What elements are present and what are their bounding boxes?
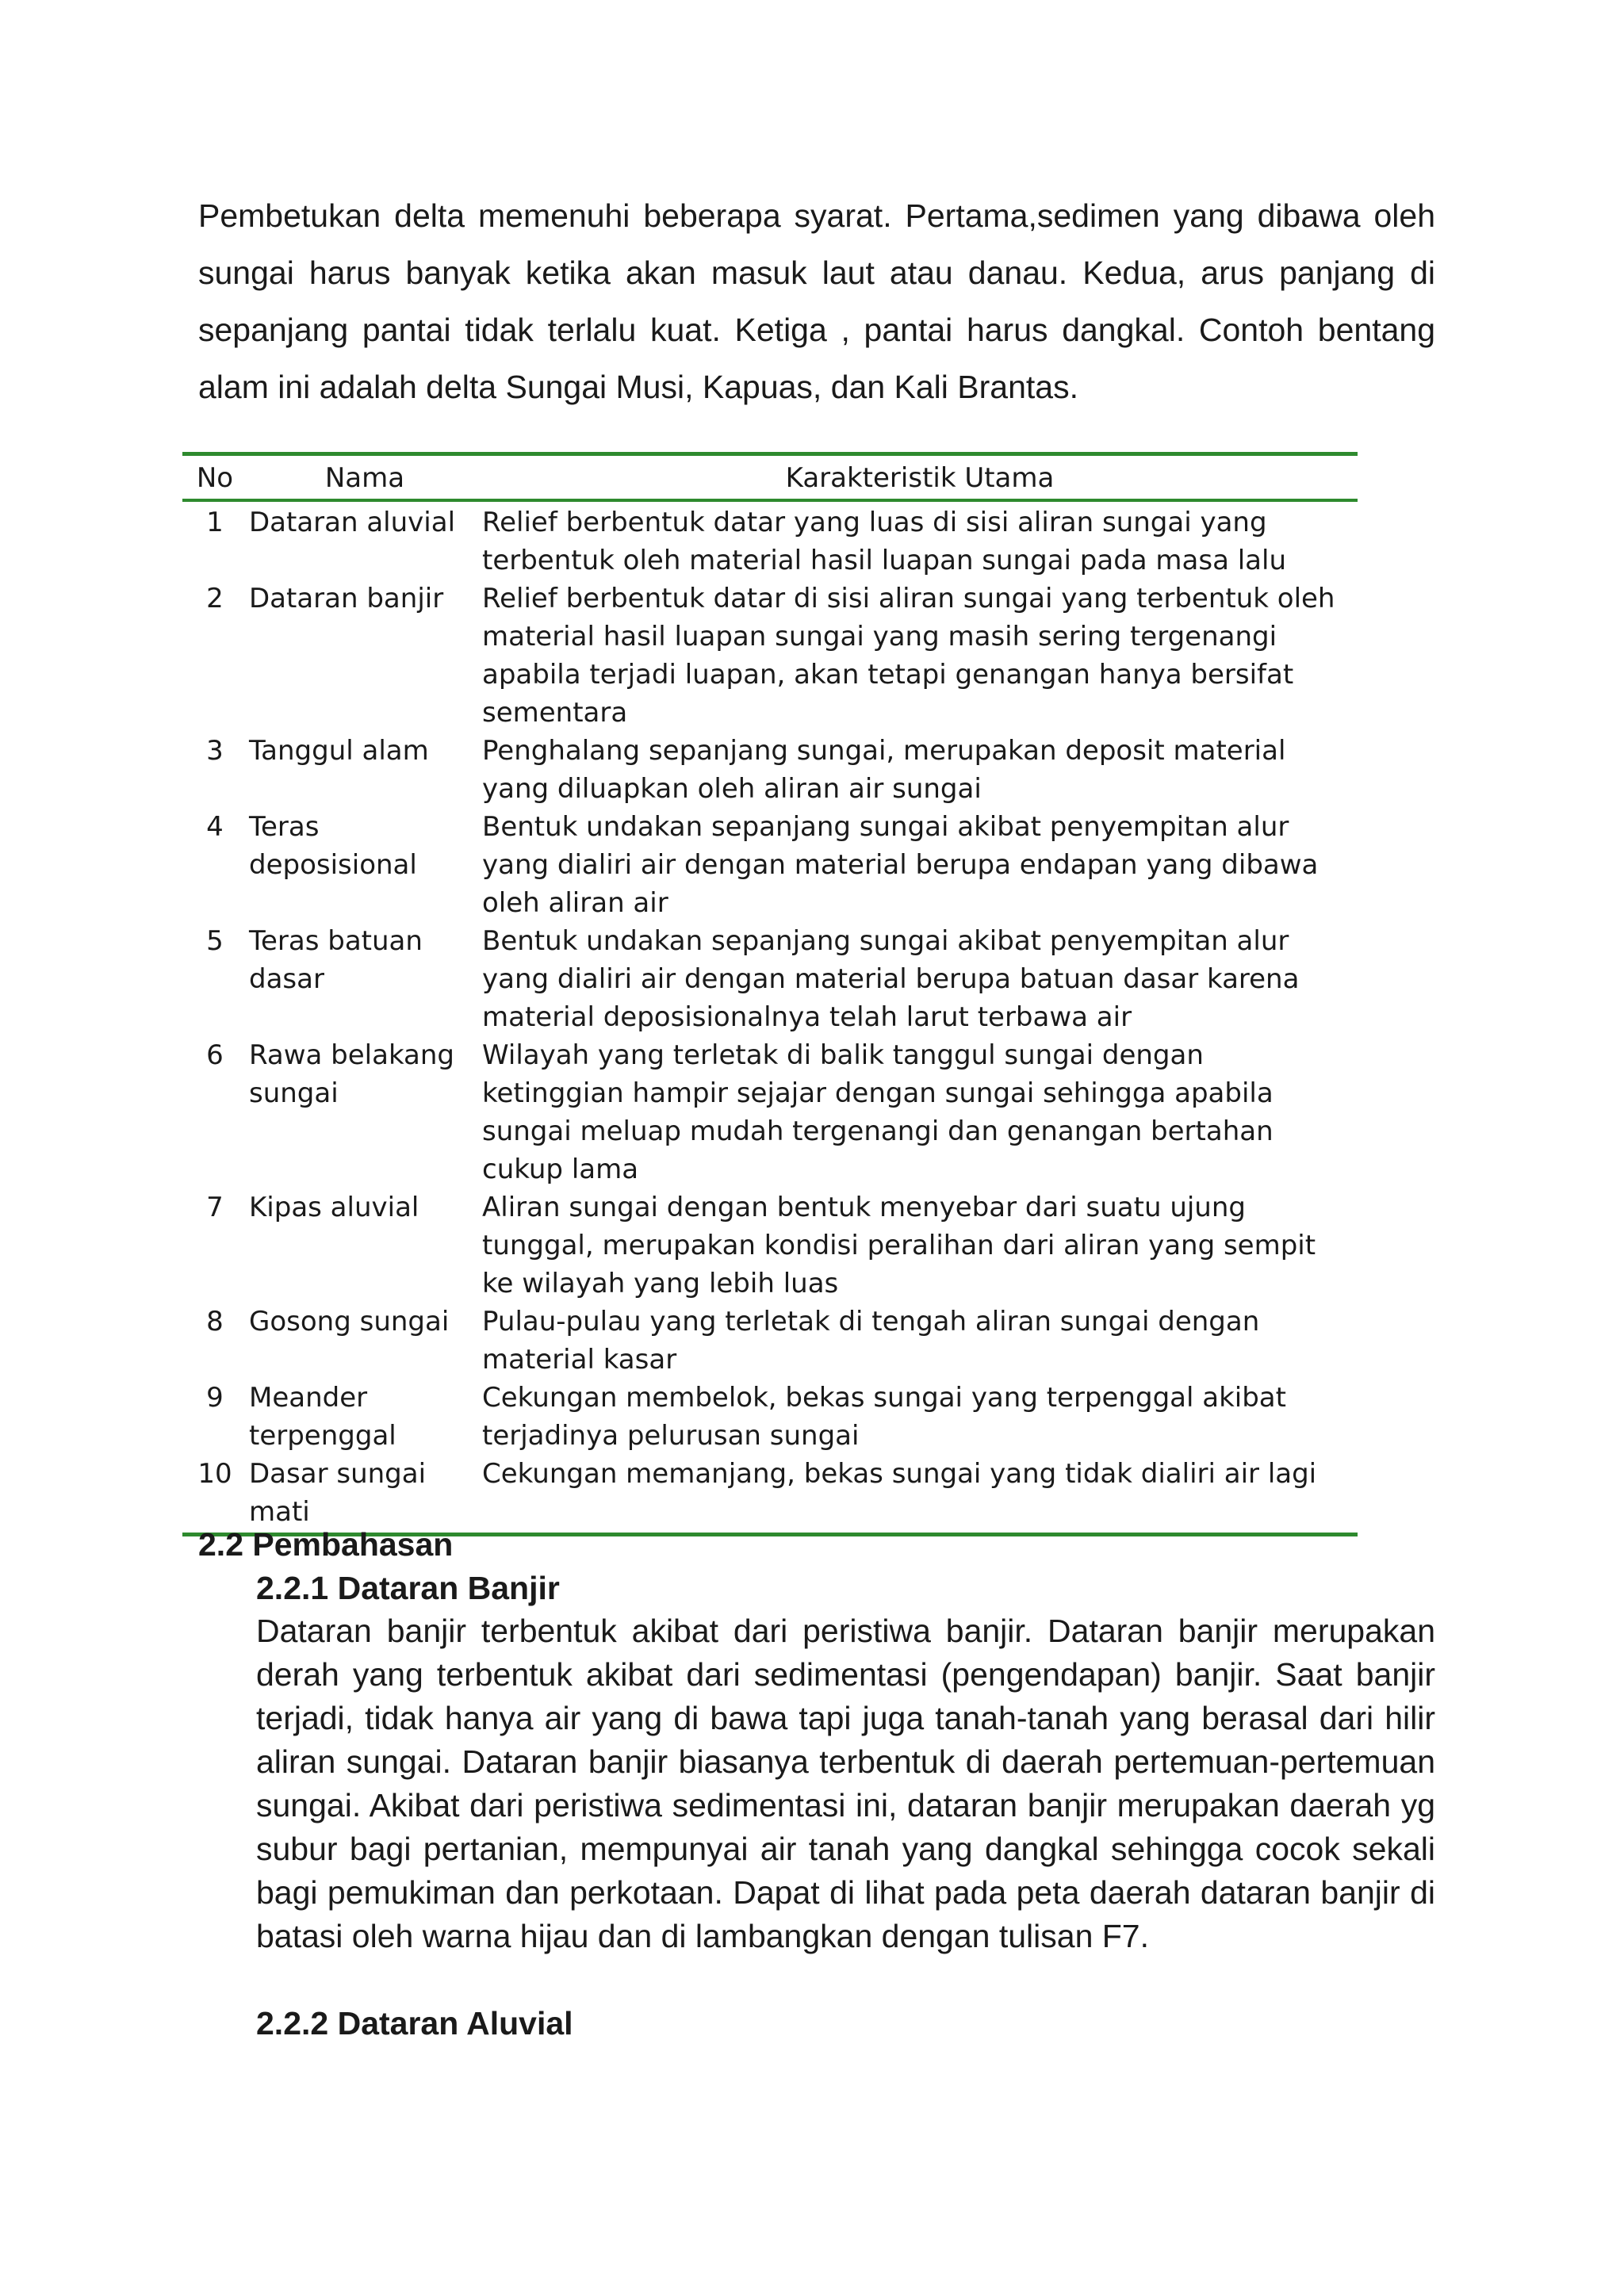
row-no: 8 bbox=[206, 1306, 224, 1337]
row-nama: Gosong sungai bbox=[249, 1306, 450, 1337]
row-no: 7 bbox=[206, 1192, 224, 1223]
section-heading: 2.2 Pembahasan bbox=[198, 1526, 454, 1563]
row-nama: Kipas aluvial bbox=[249, 1192, 419, 1223]
row-nama: Meander terpenggal bbox=[249, 1382, 396, 1452]
row-no: 9 bbox=[206, 1382, 224, 1414]
header-no: No bbox=[196, 462, 234, 494]
row-karakteristik: Aliran sungai dengan bentuk menyebar dari suatu ujung tunggal, merupakan kondisi peralihan dari aliran yang sempit ke wilayah yang lebih luas bbox=[482, 1192, 1316, 1299]
row-karakteristik: Bentuk undakan sepanjang sungai akibat penyempitan alur yang dialiri air dengan material berupa batuan dasar karena material deposisionalnya telah larut terbawa air bbox=[482, 925, 1300, 1033]
subsection-heading-dataran-banjir: 2.2.1 Dataran Banjir bbox=[256, 1570, 560, 1606]
row-no: 4 bbox=[206, 811, 224, 843]
row-nama: Dataran aluvial bbox=[249, 507, 456, 538]
row-no: 2 bbox=[206, 583, 224, 614]
row-karakteristik: Relief berbentuk datar di sisi aliran sungai yang terbentuk oleh material hasil luapan sungai yang masih sering tergenangi apabila terjadi luapan, akan tetapi genangan hanya bersifat sementara bbox=[482, 583, 1335, 729]
header-karakteristik: Karakteristik Utama bbox=[785, 462, 1055, 494]
row-nama: Teras deposisional bbox=[249, 811, 417, 881]
row-karakteristik: Relief berbentuk datar yang luas di sisi aliran sungai yang terbentuk oleh material hasil luapan sungai pada masa lalu bbox=[482, 507, 1287, 576]
landform-table bbox=[182, 452, 1358, 1536]
table-row bbox=[182, 1379, 1358, 1455]
row-karakteristik: Bentuk undakan sepanjang sungai akibat penyempitan alur yang dialiri air dengan material berupa endapan yang dibawa oleh aliran air bbox=[482, 811, 1319, 919]
table-row bbox=[182, 1455, 1358, 1533]
table-row bbox=[182, 1303, 1358, 1379]
row-no: 1 bbox=[206, 507, 224, 538]
table-row bbox=[182, 1188, 1358, 1303]
row-nama: Tanggul alam bbox=[249, 735, 429, 767]
row-karakteristik: Cekungan memanjang, bekas sungai yang tidak dialiri air lagi bbox=[482, 1458, 1317, 1490]
row-nama: Dataran banjir bbox=[249, 583, 444, 614]
row-no: 3 bbox=[206, 735, 224, 767]
subsection-heading-dataran-aluvial: 2.2.2 Dataran Aluvial bbox=[256, 2005, 573, 2042]
table-row bbox=[182, 732, 1358, 808]
table-row bbox=[182, 1036, 1358, 1188]
table-row bbox=[182, 580, 1358, 732]
row-nama: Rawa belakang sungai bbox=[249, 1039, 455, 1109]
table-row bbox=[182, 808, 1358, 922]
header-nama: Nama bbox=[324, 462, 405, 494]
row-no: 5 bbox=[206, 925, 224, 957]
row-nama: Dasar sungai mati bbox=[249, 1458, 427, 1528]
row-karakteristik: Wilayah yang terletak di balik tanggul sungai dengan ketinggian hampir sejajar dengan sungai sehingga apabila sungai meluap mudah tergenangi dan genangan bertahan cukup lama bbox=[482, 1039, 1274, 1185]
row-karakteristik: Pulau-pulau yang terletak di tengah aliran sungai dengan material kasar bbox=[482, 1306, 1260, 1376]
landform-table-grid bbox=[182, 456, 1358, 1533]
row-no: 10 bbox=[197, 1458, 232, 1490]
dataran-banjir-paragraph: Dataran banjir terbentuk akibat dari peristiwa banjir. Dataran banjir merupakan derah yang terbentuk akibat dari sedimentasi (pengendapan) banjir. Saat banjir terjadi, tidak hanya air yang di bawa tapi juga tanah-tanah yang berasal dari hilir aliran sungai. Dataran banjir biasanya terbentuk di daerah pertemuan-pertemuan sungai. Akibat dari peristiwa sedimentasi ini, dataran banjir merupakan daerah yg subur bagi pertanian, mempunyai air tanah yang dangkal sehingga cocok sekali bagi pemukiman dan perkotaan. Dapat di lihat pada peta daerah dataran banjir di batasi oleh warna hijau dan di lambangkan dengan tulisan F7. bbox=[256, 1613, 1435, 1954]
row-karakteristik: Cekungan membelok, bekas sungai yang terpenggal akibat terjadinya pelurusan sungai bbox=[482, 1382, 1286, 1452]
row-no: 6 bbox=[206, 1039, 224, 1071]
row-nama: Teras batuan dasar bbox=[249, 925, 423, 995]
table-row bbox=[182, 922, 1358, 1036]
row-karakteristik: Penghalang sepanjang sungai, merupakan deposit material yang diluapkan oleh aliran air sungai bbox=[482, 735, 1286, 805]
intro-paragraph: Pembetukan delta memenuhi beberapa syarat. Pertama,sedimen yang dibawa oleh sungai harus banyak ketika akan masuk laut atau danau. Kedua, arus panjang di sepanjang pantai tidak terlalu kuat. Ketiga , pantai harus dangkal. Contoh bentang alam ini adalah delta Sungai Musi, Kapuas, dan Kali Brantas. bbox=[198, 197, 1435, 405]
table-header-row bbox=[182, 456, 1358, 499]
table-row bbox=[182, 502, 1358, 580]
